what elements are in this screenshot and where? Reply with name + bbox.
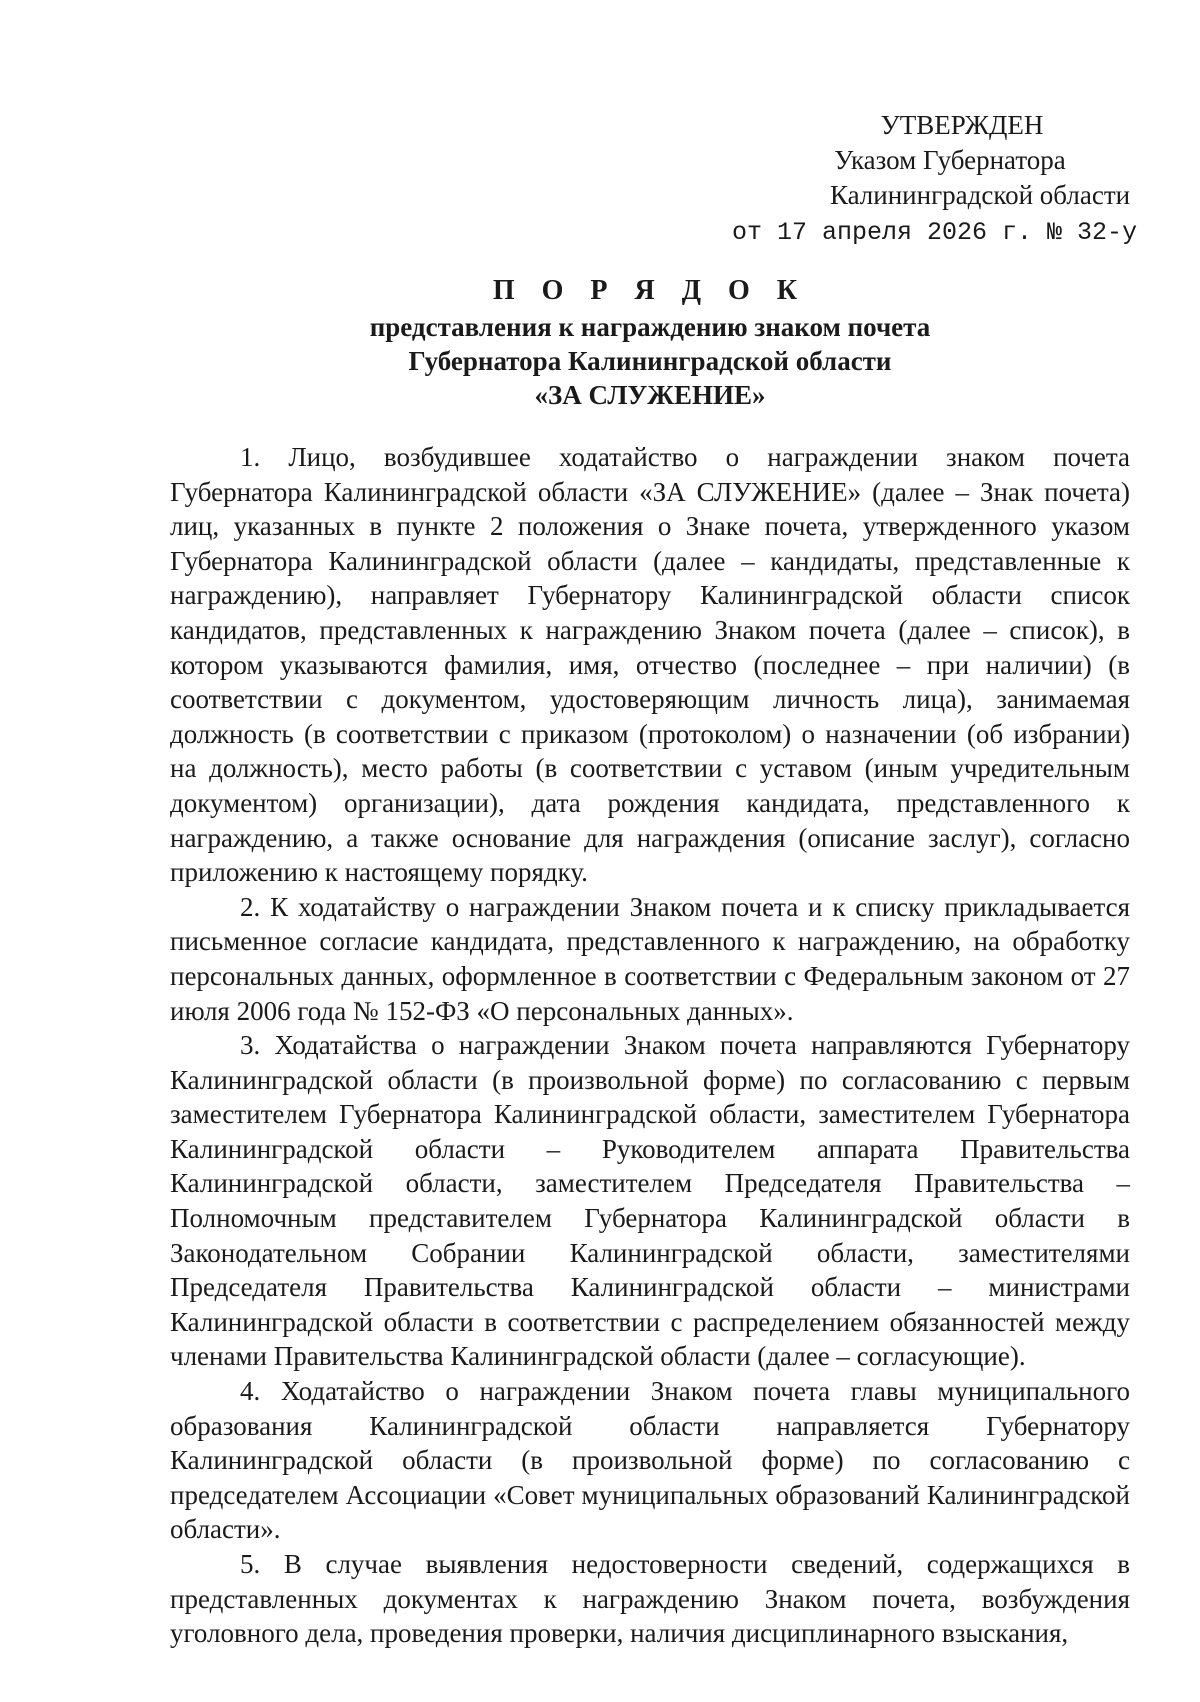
- paragraph-5: 5. В случае выявления недостоверности сведений, содержащихся в представленных документах к награждению Знаком почета, возбуждения уголовного дела, проведения проверки, наличия дисциплинарного взыскания,: [170, 1549, 1130, 1649]
- approval-stamp: [700, 108, 1140, 250]
- title-line-1: представления к награждению знаком почета: [369, 312, 931, 342]
- paragraph-1: 1. Лицо, возбудившее ходатайство о награждении знаком почета Губернатора Калининградской области «ЗА СЛУЖЕНИЕ» (далее – Знак почета) лиц, указанных в пункте 2 положения о Знаке почета, утвержденного указом Губернатора Калининградской области (далее – кандидаты, представленные к награждению), направляет Губернатору Калининградской области список кандидатов, представленных к награждению Знаком почета (далее – список), в котором указываются фамилия, имя, отчество (последнее – при наличии) (в соответствии с документом, удостоверяющим личность лица), занимаемая должность (в соответствии с приказом (протоколом) о назначении (об избрании) на должность), место работы (в соответствии с уставом (иным учредительным документом) организации), дата рождения кандидата, представленного к награждению, а также основание для награждения (описание заслуг), согласно приложению к настоящему порядку.: [170, 442, 1130, 888]
- title-line-2: Губернатора Калининградской области: [408, 346, 892, 376]
- approval-date-number: от 17 апреля 2026 г. № 32-у: [732, 218, 1138, 247]
- approval-region: Калининградской области: [829, 180, 1131, 210]
- approval-status: УТВЕРЖДЕН: [880, 110, 1044, 140]
- paragraph-2: 2. К ходатайству о награждении Знаком почета и к списку прикладывается письменное согласие кандидата, представленного к награждению, на обработку персональных данных, оформленное в соответствии с Федеральным законом от 27 июля 2006 года № 152-ФЗ «О персональных данных».: [170, 891, 1130, 1026]
- paragraph-4: 4. Ходатайство о награждении Знаком почета главы муниципального образования Калининградской области направляется Губернатору Калининградской области (в произвольной форме) по согласованию с председателем Ассоциации «Совет муниципальных образований Калининградской области».: [170, 1376, 1130, 1545]
- document-body: [170, 440, 1130, 1651]
- approval-authority: Указом Губернатора: [834, 145, 1066, 175]
- title-heading: П О Р Я Д О К: [492, 275, 808, 306]
- title-line-3: «ЗА СЛУЖЕНИЕ»: [534, 380, 766, 410]
- document-title: [170, 274, 1130, 412]
- paragraph-3: 3. Ходатайства о награждении Знаком почета направляются Губернатору Калининградской области (в произвольной форме) по согласованию с первым заместителем Губернатора Калининградской области, заместителем Губернатора Калининградской области – Руководителем аппарата Правительства Калининградской области, заместителем Председателя Правительства – Полномочным представителем Губернатора Калининградской области в Законодательном Собрании Калининградской области, заместителями Председателя Правительства Калининградской области – министрами Калининградской области в соответствии с распределением обязанностей между членами Правительства Калининградской области (далее – согласующие).: [170, 1030, 1130, 1372]
